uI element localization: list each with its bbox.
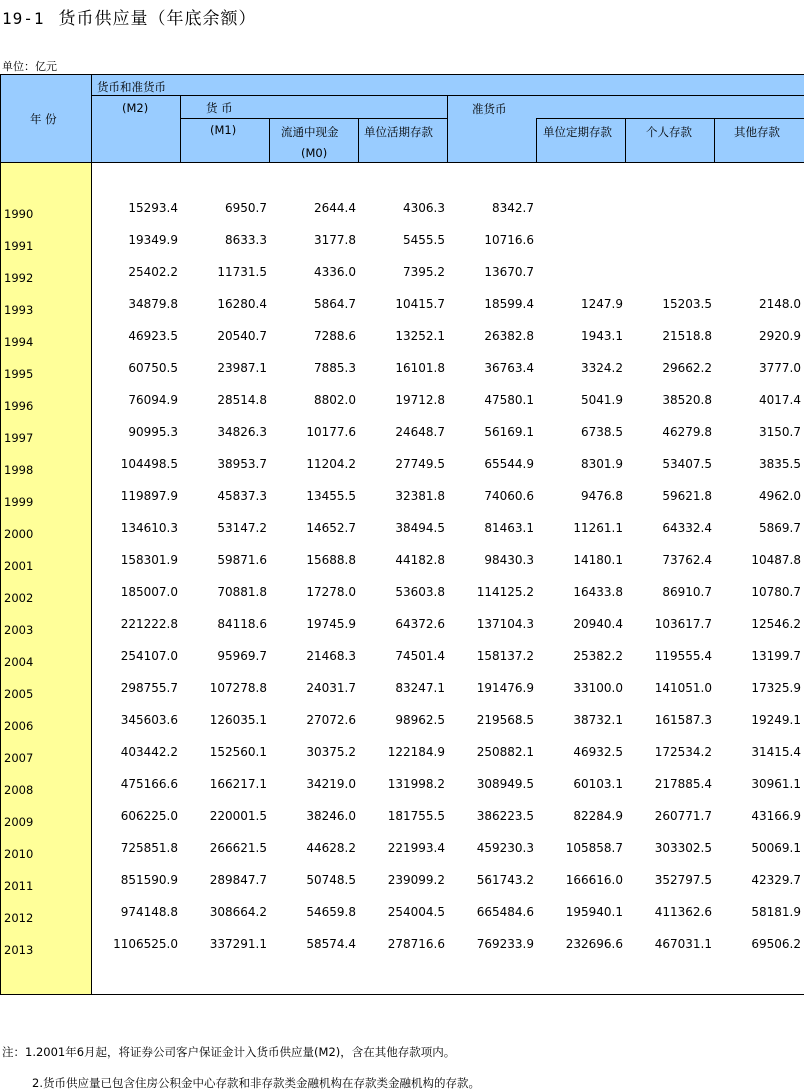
cell-other: 3777.0: [759, 361, 801, 375]
cell-m0: 15688.8: [306, 553, 356, 567]
row-year: 2011: [4, 879, 34, 893]
row-year: 2000: [4, 527, 34, 541]
header-year: 年 份: [30, 112, 57, 126]
cell-m1: 59871.6: [217, 553, 267, 567]
rule-header-bottom: [0, 162, 804, 163]
rule-top: [0, 74, 804, 75]
rule-col-demand: [358, 118, 359, 163]
cell-personal: 260771.7: [654, 809, 712, 823]
cell-personal: 53407.5: [662, 457, 712, 471]
cell-m2: 19349.9: [128, 233, 178, 247]
cell-quasi: 561743.2: [476, 873, 534, 887]
cell-m0: 11204.2: [306, 457, 356, 471]
table-row: [0, 585, 804, 605]
row-year: 1997: [4, 431, 34, 445]
cell-personal: 15203.5: [662, 297, 712, 311]
cell-quasi: 459230.3: [476, 841, 534, 855]
cell-quasi: 308949.5: [476, 777, 534, 791]
cell-demand: 53603.8: [395, 585, 445, 599]
row-year: 2006: [4, 719, 34, 733]
row-year: 1993: [4, 303, 34, 317]
cell-demand: 98962.5: [395, 713, 445, 727]
table-row: [0, 649, 804, 669]
cell-m2: 725851.8: [120, 841, 178, 855]
cell-m2: 119897.9: [120, 489, 178, 503]
cell-personal: 59621.8: [662, 489, 712, 503]
rule-header-2: [180, 118, 448, 119]
cell-time: 1247.9: [581, 297, 623, 311]
cell-m0: 7885.3: [314, 361, 356, 375]
cell-quasi: 137104.3: [476, 617, 534, 631]
header-m1-name: 货 币: [206, 101, 233, 115]
cell-m0: 21468.3: [306, 649, 356, 663]
cell-m2: 221222.8: [120, 617, 178, 631]
cell-m1: 308664.2: [209, 905, 267, 919]
table-row: [0, 905, 804, 925]
table-row: [0, 457, 804, 477]
table-row: [0, 713, 804, 733]
rule-col-personal: [625, 118, 626, 163]
rule-col-quasi: [447, 95, 448, 163]
cell-m2: 76094.9: [128, 393, 178, 407]
header-m0-code: (M0): [301, 146, 328, 160]
cell-time: 3324.2: [581, 361, 623, 375]
row-year: 2001: [4, 559, 34, 573]
cell-other: 19249.1: [751, 713, 801, 727]
cell-demand: 239099.2: [387, 873, 445, 887]
cell-time: 195940.1: [565, 905, 623, 919]
cell-demand: 4306.3: [403, 201, 445, 215]
cell-m0: 24031.7: [306, 681, 356, 695]
cell-m0: 17278.0: [306, 585, 356, 599]
header-m1-code: (M1): [210, 123, 237, 137]
cell-other: 13199.7: [751, 649, 801, 663]
cell-m2: 25402.2: [128, 265, 178, 279]
cell-time: 82284.9: [573, 809, 623, 823]
row-year: 1995: [4, 367, 34, 381]
cell-m1: 8633.3: [225, 233, 267, 247]
cell-personal: 86910.7: [662, 585, 712, 599]
note-1: 注：1.2001年6月起，将证券公司客户保证金计入货币供应量(M2)，含在其他存款项内。: [2, 1045, 456, 1059]
cell-m1: 220001.5: [209, 809, 267, 823]
cell-m2: 851590.9: [120, 873, 178, 887]
cell-quasi: 56169.1: [484, 425, 534, 439]
row-year: 1998: [4, 463, 34, 477]
cell-personal: 141051.0: [654, 681, 712, 695]
cell-m0: 7288.6: [314, 329, 356, 343]
cell-personal: 172534.2: [654, 745, 712, 759]
cell-time: 232696.6: [565, 937, 623, 951]
cell-demand: 44182.8: [395, 553, 445, 567]
cell-m2: 34879.8: [128, 297, 178, 311]
cell-quasi: 13670.7: [484, 265, 534, 279]
cell-m0: 13455.5: [306, 489, 356, 503]
header-unit-time: 单位定期存款: [543, 125, 612, 139]
row-year: 2002: [4, 591, 34, 605]
cell-m2: 60750.5: [128, 361, 178, 375]
table-row: [0, 937, 804, 957]
cell-other: 3150.7: [759, 425, 801, 439]
cell-personal: 21518.8: [662, 329, 712, 343]
cell-other: 31415.4: [751, 745, 801, 759]
cell-time: 8301.9: [581, 457, 623, 471]
cell-quasi: 769233.9: [476, 937, 534, 951]
table-row: [0, 329, 804, 349]
table-row: [0, 425, 804, 445]
note-2: 2.货币供应量已包含住房公积金中心存款和非存款类金融机构在存款类金融机构的存款。: [32, 1076, 480, 1090]
cell-quasi: 10716.6: [484, 233, 534, 247]
cell-quasi: 36763.4: [484, 361, 534, 375]
cell-personal: 303302.5: [654, 841, 712, 855]
cell-demand: 83247.1: [395, 681, 445, 695]
cell-m1: 23987.1: [217, 361, 267, 375]
cell-m0: 38246.0: [306, 809, 356, 823]
cell-demand: 131998.2: [387, 777, 445, 791]
cell-personal: 217885.4: [654, 777, 712, 791]
cell-m1: 38953.7: [217, 457, 267, 471]
cell-time: 20940.4: [573, 617, 623, 631]
cell-time: 16433.8: [573, 585, 623, 599]
cell-m0: 3177.8: [314, 233, 356, 247]
header-quasi: 准货币: [472, 102, 507, 116]
cell-m0: 44628.2: [306, 841, 356, 855]
cell-m1: 70881.8: [217, 585, 267, 599]
year-column: [0, 163, 91, 995]
cell-demand: 278716.6: [387, 937, 445, 951]
cell-personal: 103617.7: [654, 617, 712, 631]
cell-quasi: 98430.3: [484, 553, 534, 567]
cell-quasi: 26382.8: [484, 329, 534, 343]
cell-quasi: 386223.5: [476, 809, 534, 823]
cell-m2: 974148.8: [120, 905, 178, 919]
cell-demand: 74501.4: [395, 649, 445, 663]
row-year: 2004: [4, 655, 34, 669]
cell-quasi: 665484.6: [476, 905, 534, 919]
rule-col-m1: [180, 95, 181, 163]
cell-m2: 134610.3: [120, 521, 178, 535]
row-year: 1996: [4, 399, 34, 413]
cell-m2: 158301.9: [120, 553, 178, 567]
cell-personal: 352797.5: [654, 873, 712, 887]
cell-m2: 403442.2: [120, 745, 178, 759]
cell-m2: 1106525.0: [113, 937, 178, 951]
cell-time: 166616.0: [565, 873, 623, 887]
cell-time: 5041.9: [581, 393, 623, 407]
cell-other: 2148.0: [759, 297, 801, 311]
cell-quasi: 81463.1: [484, 521, 534, 535]
cell-m1: 53147.2: [217, 521, 267, 535]
unit-label: 单位：亿元: [2, 60, 57, 73]
table-number: 19-1: [2, 9, 45, 28]
cell-other: 10780.7: [751, 585, 801, 599]
row-year: 1994: [4, 335, 34, 349]
cell-quasi: 250882.1: [476, 745, 534, 759]
cell-demand: 38494.5: [395, 521, 445, 535]
row-year: 2010: [4, 847, 34, 861]
cell-demand: 10415.7: [395, 297, 445, 311]
cell-m1: 28514.8: [217, 393, 267, 407]
cell-other: 43166.9: [751, 809, 801, 823]
table-row: [0, 201, 804, 221]
table-row: [0, 841, 804, 861]
cell-m1: 166217.1: [209, 777, 267, 791]
cell-m2: 345603.6: [120, 713, 178, 727]
cell-other: 10487.8: [751, 553, 801, 567]
cell-demand: 7395.2: [403, 265, 445, 279]
cell-quasi: 219568.5: [476, 713, 534, 727]
cell-other: 12546.2: [751, 617, 801, 631]
cell-demand: 16101.8: [395, 361, 445, 375]
cell-time: 38732.1: [573, 713, 623, 727]
cell-m1: 45837.3: [217, 489, 267, 503]
row-year: 2007: [4, 751, 34, 765]
table-row: [0, 361, 804, 381]
table-row: [0, 553, 804, 573]
cell-m1: 126035.1: [209, 713, 267, 727]
cell-quasi: 47580.1: [484, 393, 534, 407]
table-row: [0, 233, 804, 253]
cell-time: 6738.5: [581, 425, 623, 439]
cell-m0: 50748.5: [306, 873, 356, 887]
cell-other: 50069.1: [751, 841, 801, 855]
row-year: 1991: [4, 239, 34, 253]
cell-m2: 298755.7: [120, 681, 178, 695]
cell-other: 58181.9: [751, 905, 801, 919]
cell-m1: 11731.5: [217, 265, 267, 279]
cell-m1: 34826.3: [217, 425, 267, 439]
rule-bottom: [0, 994, 804, 995]
cell-m0: 58574.4: [306, 937, 356, 951]
rule-header-3: [536, 118, 804, 119]
row-year: 1999: [4, 495, 34, 509]
cell-m0: 27072.6: [306, 713, 356, 727]
cell-other: 42329.7: [751, 873, 801, 887]
cell-other: 69506.2: [751, 937, 801, 951]
cell-m2: 104498.5: [120, 457, 178, 471]
row-year: 2013: [4, 943, 34, 957]
table-row: [0, 489, 804, 509]
row-year: 2003: [4, 623, 34, 637]
cell-m1: 6950.7: [225, 201, 267, 215]
table-row: [0, 617, 804, 637]
cell-quasi: 8342.7: [492, 201, 534, 215]
table-row: [0, 393, 804, 413]
cell-demand: 5455.5: [403, 233, 445, 247]
cell-personal: 161587.3: [654, 713, 712, 727]
cell-m1: 337291.1: [209, 937, 267, 951]
cell-m1: 289847.7: [209, 873, 267, 887]
cell-m2: 254107.0: [120, 649, 178, 663]
row-year: 2009: [4, 815, 34, 829]
table-row: [0, 681, 804, 701]
cell-personal: 467031.1: [654, 937, 712, 951]
cell-quasi: 158137.2: [476, 649, 534, 663]
cell-m1: 107278.8: [209, 681, 267, 695]
cell-personal: 411362.6: [654, 905, 712, 919]
cell-time: 105858.7: [565, 841, 623, 855]
cell-personal: 29662.2: [662, 361, 712, 375]
header-m0-name: 流通中现金: [281, 125, 339, 139]
header-m2-name: 货币和准货币: [97, 80, 166, 94]
cell-personal: 73762.4: [662, 553, 712, 567]
cell-m0: 14652.7: [306, 521, 356, 535]
row-year: 2005: [4, 687, 34, 701]
cell-demand: 32381.8: [395, 489, 445, 503]
cell-time: 1943.1: [581, 329, 623, 343]
cell-other: 4017.4: [759, 393, 801, 407]
cell-demand: 64372.6: [395, 617, 445, 631]
cell-demand: 24648.7: [395, 425, 445, 439]
cell-m0: 5864.7: [314, 297, 356, 311]
cell-quasi: 191476.9: [476, 681, 534, 695]
rule-col-time: [536, 118, 537, 163]
cell-quasi: 65544.9: [484, 457, 534, 471]
cell-other: 4962.0: [759, 489, 801, 503]
table-row: [0, 297, 804, 317]
cell-m1: 95969.7: [217, 649, 267, 663]
table-row: [0, 777, 804, 797]
cell-m0: 30375.2: [306, 745, 356, 759]
cell-demand: 181755.5: [387, 809, 445, 823]
cell-demand: 254004.5: [387, 905, 445, 919]
cell-personal: 38520.8: [662, 393, 712, 407]
cell-time: 9476.8: [581, 489, 623, 503]
table-row: [0, 265, 804, 285]
cell-m2: 185007.0: [120, 585, 178, 599]
table-title: 货币供应量（年底余额）: [58, 9, 257, 29]
table-row: [0, 521, 804, 541]
row-year: 1992: [4, 271, 34, 285]
cell-personal: 46279.8: [662, 425, 712, 439]
cell-m2: 46923.5: [128, 329, 178, 343]
cell-m0: 4336.0: [314, 265, 356, 279]
cell-time: 46932.5: [573, 745, 623, 759]
cell-other: 2920.9: [759, 329, 801, 343]
cell-m0: 10177.6: [306, 425, 356, 439]
cell-demand: 13252.1: [395, 329, 445, 343]
cell-quasi: 74060.6: [484, 489, 534, 503]
cell-demand: 27749.5: [395, 457, 445, 471]
cell-m1: 152560.1: [209, 745, 267, 759]
cell-other: 17325.9: [751, 681, 801, 695]
cell-m1: 84118.6: [217, 617, 267, 631]
cell-other: 3835.5: [759, 457, 801, 471]
cell-quasi: 18599.4: [484, 297, 534, 311]
header-m2-code: (M2): [122, 101, 149, 115]
cell-demand: 19712.8: [395, 393, 445, 407]
header-personal: 个人存款: [646, 125, 692, 139]
row-year: 1990: [4, 207, 34, 221]
cell-m0: 2644.4: [314, 201, 356, 215]
cell-m2: 475166.6: [120, 777, 178, 791]
cell-m2: 90995.3: [128, 425, 178, 439]
cell-m0: 34219.0: [306, 777, 356, 791]
cell-m1: 266621.5: [209, 841, 267, 855]
cell-time: 25382.2: [573, 649, 623, 663]
cell-demand: 122184.9: [387, 745, 445, 759]
cell-time: 33100.0: [573, 681, 623, 695]
cell-time: 11261.1: [573, 521, 623, 535]
cell-quasi: 114125.2: [476, 585, 534, 599]
rule-col-other: [714, 118, 715, 163]
cell-other: 5869.7: [759, 521, 801, 535]
cell-m0: 54659.8: [306, 905, 356, 919]
header-other: 其他存款: [734, 125, 780, 139]
table-row: [0, 873, 804, 893]
rule-col-m0: [269, 118, 270, 163]
cell-time: 14180.1: [573, 553, 623, 567]
cell-m0: 19745.9: [306, 617, 356, 631]
cell-personal: 64332.4: [662, 521, 712, 535]
cell-m2: 606225.0: [120, 809, 178, 823]
cell-other: 30961.1: [751, 777, 801, 791]
table-row: [0, 745, 804, 765]
cell-m2: 15293.4: [128, 201, 178, 215]
cell-personal: 119555.4: [654, 649, 712, 663]
page-title: [2, 4, 257, 29]
cell-m0: 8802.0: [314, 393, 356, 407]
row-year: 2008: [4, 783, 34, 797]
row-year: 2012: [4, 911, 34, 925]
cell-time: 60103.1: [573, 777, 623, 791]
cell-demand: 221993.4: [387, 841, 445, 855]
cell-m1: 16280.4: [217, 297, 267, 311]
cell-m1: 20540.7: [217, 329, 267, 343]
header-unit-demand: 单位活期存款: [364, 125, 433, 139]
table-row: [0, 809, 804, 829]
